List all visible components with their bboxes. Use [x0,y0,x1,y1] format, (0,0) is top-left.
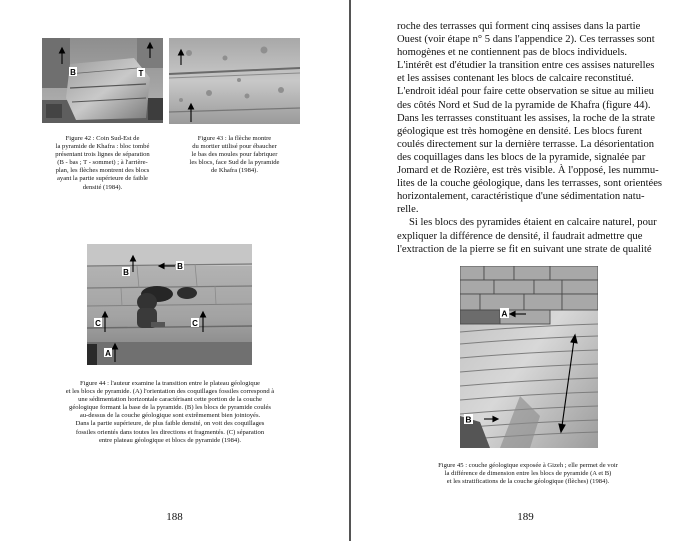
caption-line: et les stratifications de la couche géologique (flèches) (1984). [446,478,610,486]
caption-line: plan, les flèches montrent des blocs [55,167,150,175]
text-line: expliquer la différence de densité, il faudrait admettre que [397,230,643,242]
text-line: des côtés Nord et Sud de la pyramide de Khafra (figure 44). [397,99,651,111]
caption-line: (B - bas ; T - sommet) ; à l'arrière- [57,159,148,167]
text-line: Dans les terrasses constituant les assises, la roche de la strate [397,112,655,124]
caption-line: de Khafra (1984). [210,167,259,175]
caption-line: et les blocs de pyramide. (A) l'orientation des coquillages fossiles correspond à [65,388,275,396]
figure-44-marker-b2: B [177,262,183,271]
text-line: roche des terrasses qui forment cinq assises dans la partie [397,21,641,32]
caption-line: Figure 45 : couche géologique exposée à Gizeh ; elle permet de voir [438,462,618,469]
caption-line: une sédimentation horizontale caractérisant cette portion de la couche [78,396,262,404]
caption-line: Dans la partie supérieure, de plus faible densité, on voit des coquillages [75,420,265,428]
figure-45-marker-b: B [465,414,472,425]
caption-line: la pyramide de Khafra : bloc tombé [55,143,150,151]
figure-42-photo [42,38,163,123]
text-line: L'intérêt est d'étudier la transition entre ces assises naturelles [397,60,655,72]
caption-line: les blocs, face Sud de la pyramide [189,159,280,167]
caption-line: du mortier utilisé pour ébaucher [192,143,277,151]
text-line: géologique est très homogène en densité. Les blocs furent [397,125,643,137]
caption-line: au-dessus de la couche géologique sont extrêmement bien jointoyés. [79,412,261,420]
figure-44-marker-c1: C [95,319,101,328]
page-number-right: 189 [517,511,534,523]
text-line: horizontalement, caractéristique d'une sédimentation natu- [397,191,645,203]
text-line: Jomard et de Rozière, est très visible. À l'opposé, les nummu- [397,165,659,177]
text-line: des coquillages dans les blocs de la pyramide, signalée par [397,151,646,163]
text-line: Si les blocs des pyramides étaient en calcaire naturel, pour [409,217,657,229]
figure-44-marker-c2: C [192,319,198,328]
text-line: et les assises contenant les blocs de calcaire reconstitué. [397,73,634,85]
body-text [397,20,663,256]
caption-line: densité (1984). [82,183,123,191]
text-line: Ouest (voir étape n° 5 dans l'appendice 2). Ces terrasses sont [397,34,655,46]
text-line: coulés directement sur la dernière terrasse. La désorientation [397,138,655,150]
caption-line: le bas des moules pour fabriquer [191,151,278,159]
page-number-left: 188 [166,511,183,523]
figure-42-caption [42,135,163,192]
caption-line: Figure 42 : Coin Sud-Est de [65,135,140,142]
figure-44-marker-b1: B [123,268,129,277]
caption-line: présentant trois lignes de séparation [55,151,150,159]
caption-line: fossiles orientés dans toutes les directions et fragmentés. (C) séparation [75,428,265,436]
figure-45-caption [397,462,659,486]
text-line: L'endroit idéal pour faire cette observation se situe au milieu [397,86,654,98]
text-line: lites de la couche géologique, dans les terrasses, sont orientées [397,178,663,190]
caption-line: géologique formant la base de la pyramide. (B) les blocs de pyramide coulés [69,404,271,412]
figure-43-photo [169,38,300,124]
caption-line: Figure 44 : l'auteur examine la transition entre le plateau géologique [80,380,260,387]
text-line: l'extraction de la pierre se fit en suivant une strate de qualité [397,243,652,255]
left-page [0,0,349,541]
figure-43-caption [169,135,300,175]
figure-45-photo [460,266,598,448]
text-line: homogènes et ne contiennent pas de blocs individuels. [397,47,628,59]
right-page [351,0,700,541]
figure-42-marker-b: B [70,68,76,77]
figure-42-marker-t: T [138,69,144,78]
text-line: relle. [397,204,419,216]
figure-44-caption [44,380,296,445]
figure-44-photo [87,244,252,365]
caption-line: la différence de dimension entre les blocs de pyramide (A et B) [444,470,612,478]
caption-line: Figure 43 : la flèche montre [197,135,272,142]
caption-line: entre plateau géologique et blocs de pyramide (1984). [98,436,242,444]
figure-45-marker-a: A [501,308,508,319]
figure-44-marker-a: A [105,349,111,358]
caption-line: ayant la partie supérieure de faible [57,175,148,183]
